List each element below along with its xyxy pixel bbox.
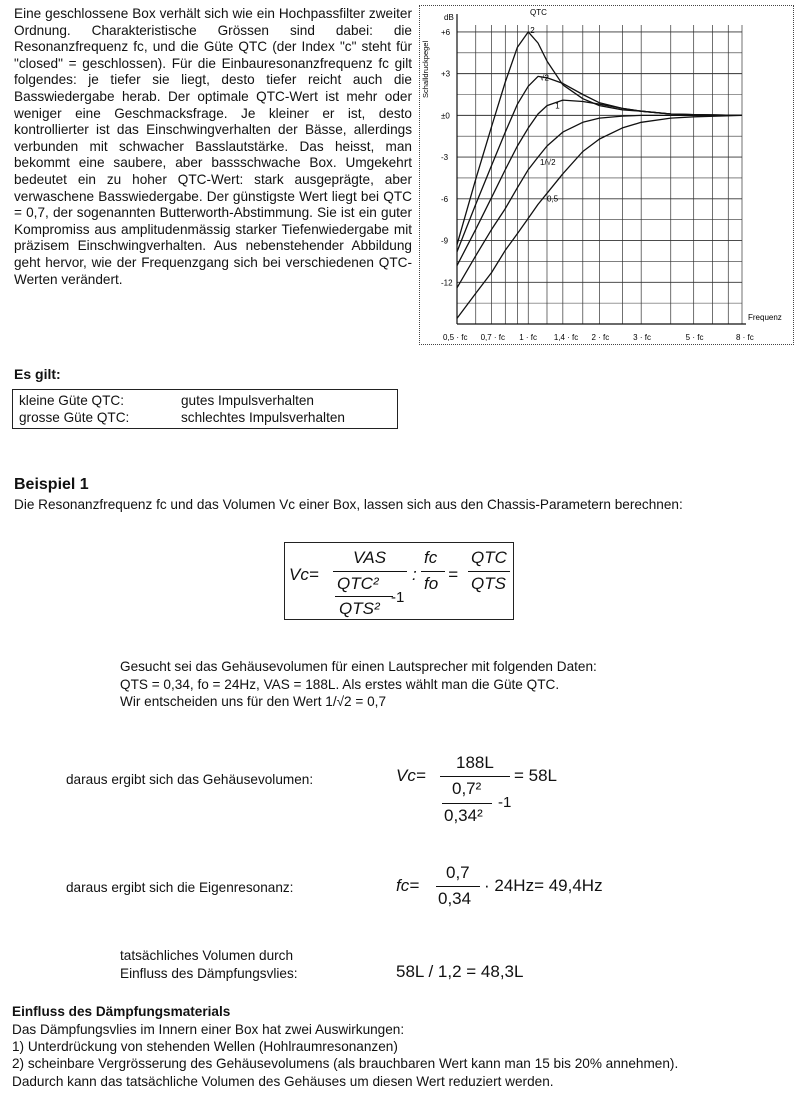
y-axis-label: Schalldruckpegel xyxy=(421,40,430,98)
fraction-line xyxy=(333,571,407,572)
calc2-lhs: fc= xyxy=(396,876,420,895)
einfluss-body xyxy=(12,1021,678,1090)
x-tick-label: 0,5 · fc xyxy=(443,333,468,342)
intro-text-block xyxy=(14,6,412,288)
calc2-num: 0,7 xyxy=(446,863,470,882)
table-row xyxy=(19,409,397,426)
formula-qts: QTS xyxy=(471,574,506,593)
beispiel-text: Die Resonanzfrequenz fc und das Volumen Vc einer Box, lassen sich aus den Chassis-Parametern berechnen: xyxy=(14,497,683,512)
series-label: √2 xyxy=(540,73,549,83)
table-key: kleine Güte QTC: xyxy=(19,393,125,408)
formula-vc: Vc= xyxy=(289,565,319,584)
x-tick-label: 0,7 · fc xyxy=(480,333,506,342)
y-tick-label: +6 xyxy=(441,27,451,37)
table-value: schlechtes Impulsverhalten xyxy=(181,410,345,425)
es-gilt-table xyxy=(12,389,398,429)
formula-colon: : xyxy=(412,565,417,584)
formula-fo: fo xyxy=(424,574,439,593)
formula-qts2: QTS² xyxy=(339,599,380,618)
calc1-lhs: Vc= xyxy=(396,766,426,785)
x-tick-label: 5 · fc xyxy=(685,333,704,342)
x-tick-label: 1 · fc xyxy=(519,333,538,342)
x-axis-label: Frequenz xyxy=(748,313,782,322)
calc1-den-num: 0,7² xyxy=(452,779,482,798)
einfluss-line: Das Dämpfungsvlies im Innern einer Box hat zwei Auswirkungen: xyxy=(12,1022,405,1037)
series-label: 0,5 xyxy=(546,194,559,204)
calc2-label: daraus ergibt sich die Eigenresonanz: xyxy=(66,880,294,895)
calc2-den: 0,34 xyxy=(438,889,472,908)
formula-qtc: QTC xyxy=(471,548,507,567)
formula-qtc2: QTC² xyxy=(337,574,379,593)
calc1-label: daraus ergibt sich das Gehäusevolumen: xyxy=(66,772,314,787)
series-label: 2 xyxy=(530,25,535,35)
x-tick-label: 1,4 · fc xyxy=(553,333,579,342)
fraction-line xyxy=(468,571,510,572)
gesucht-line: QTS = 0,34, fo = 24Hz, VAS = 188L. Als erstes wählt man die Güte QTC. xyxy=(120,676,560,692)
table-row xyxy=(19,392,397,409)
calc3-expr: 58L / 1,2 = 48,3L xyxy=(396,962,524,981)
formula-vas: VAS xyxy=(353,548,387,567)
chart-title: QTC xyxy=(530,8,547,17)
y-unit-label: dB xyxy=(444,13,454,22)
y-tick-label: -12 xyxy=(441,278,453,288)
table-key: grosse Güte QTC: xyxy=(19,410,130,425)
y-tick-label: -6 xyxy=(441,194,449,204)
calc3-label2: Einfluss des Dämpfungsvlies: xyxy=(120,966,298,981)
calc1-den-den: 0,34² xyxy=(444,806,483,825)
formula-fc: fc xyxy=(424,548,438,567)
calc1-minus1: -1 xyxy=(498,794,512,811)
series-label: 1 xyxy=(555,101,560,111)
table-value: gutes Impulsverhalten xyxy=(181,393,314,408)
x-tick-label: 3 · fc xyxy=(633,333,651,342)
einfluss-heading: Einfluss des Dämpfungsmaterials xyxy=(12,1004,231,1019)
intro-paragraph: Eine geschlossene Box verhält sich wie ein Hochpassfilter zweiter Ordnung. Charakteristische Grössen sind dabei: die Resonanzfrequenz fc, und die Güte QTC (der Index "c" steht für "closed" = geschlossen). Für die Einbauresonanzfrequenz fc gilt folgendes: je tiefer sie liegt, desto tiefer reicht auch die Basswiedergabe herab. Der optimale QTC-Wert ist mehr oder weniger eine Geschmacksfrage. Je kleiner er ist, desto kontrollierter ist das Einschwingverhalten der Bässe, allerdings verbunden mit schwacher Basslautstärke. Das heisst, man bekommt eine saubere, aber bassschwache Box. Umgekehrt bedeutet ein zu hoher QTC-Wert: stark ausgeprägte, aber verwaschene Basswiedergabe. Der günstigste Wert liegt bei QTC = 0,7, der sogenannten Butterworth-Abstimmung. Sie ist ein guter Kompromiss aus amplitudenmässig starker Tiefenwiedergabe mit präzisem Einschwingverhalten. Aus nebenstehender Abbildung geht hervor, wie der Frequenzgang sich bei verschiedenen QTC-Werten verändert. xyxy=(14,6,412,287)
fraction-line xyxy=(335,596,393,597)
formula-minus1: -1 xyxy=(391,589,405,606)
fraction-line xyxy=(436,886,480,887)
formula-eq: = xyxy=(448,565,458,584)
calc3-label1: tatsächliches Volumen durch xyxy=(120,948,294,963)
frequency-response-chart xyxy=(419,5,794,345)
calc1-result: = 58L xyxy=(514,766,558,785)
einfluss-line: 1) Unterdrückung von stehenden Wellen (Hohlraumresonanzen) xyxy=(12,1039,398,1055)
einfluss-line: 2) scheinbare Vergrösserung des Gehäusevolumens (als brauchbaren Wert kann man 15 bis 20% annehmen). xyxy=(12,1056,679,1072)
fraction-line xyxy=(442,803,492,804)
fraction-line xyxy=(421,571,445,572)
y-tick-label: ±0 xyxy=(441,111,450,121)
gesucht-line: Gesucht sei das Gehäusevolumen für einen Lautsprecher mit folgenden Daten: xyxy=(120,659,597,674)
gesucht-line: Wir entscheiden uns für den Wert 1/√2 = 0,7 xyxy=(120,694,387,709)
es-gilt-heading: Es gilt: xyxy=(14,366,61,382)
fraction-line xyxy=(440,776,510,777)
y-tick-label: +3 xyxy=(441,69,451,79)
calc2-rest: · 24Hz= 49,4Hz xyxy=(484,876,603,895)
calc1-num: 188L xyxy=(456,753,494,772)
series-label: 1/√2 xyxy=(540,158,556,168)
x-tick-label: 8 · fc xyxy=(736,333,754,342)
gesucht-block xyxy=(120,658,597,711)
chart-svg xyxy=(420,6,795,346)
y-tick-label: -3 xyxy=(441,153,449,163)
beispiel-heading: Beispiel 1 xyxy=(14,476,89,493)
einfluss-line: Dadurch kann das tatsächliche Volumen des Gehäuses um diesen Wert reduziert werden. xyxy=(12,1073,554,1089)
formula-box xyxy=(284,542,514,620)
x-tick-label: 2 · fc xyxy=(591,333,610,342)
y-tick-label: -9 xyxy=(441,236,449,246)
